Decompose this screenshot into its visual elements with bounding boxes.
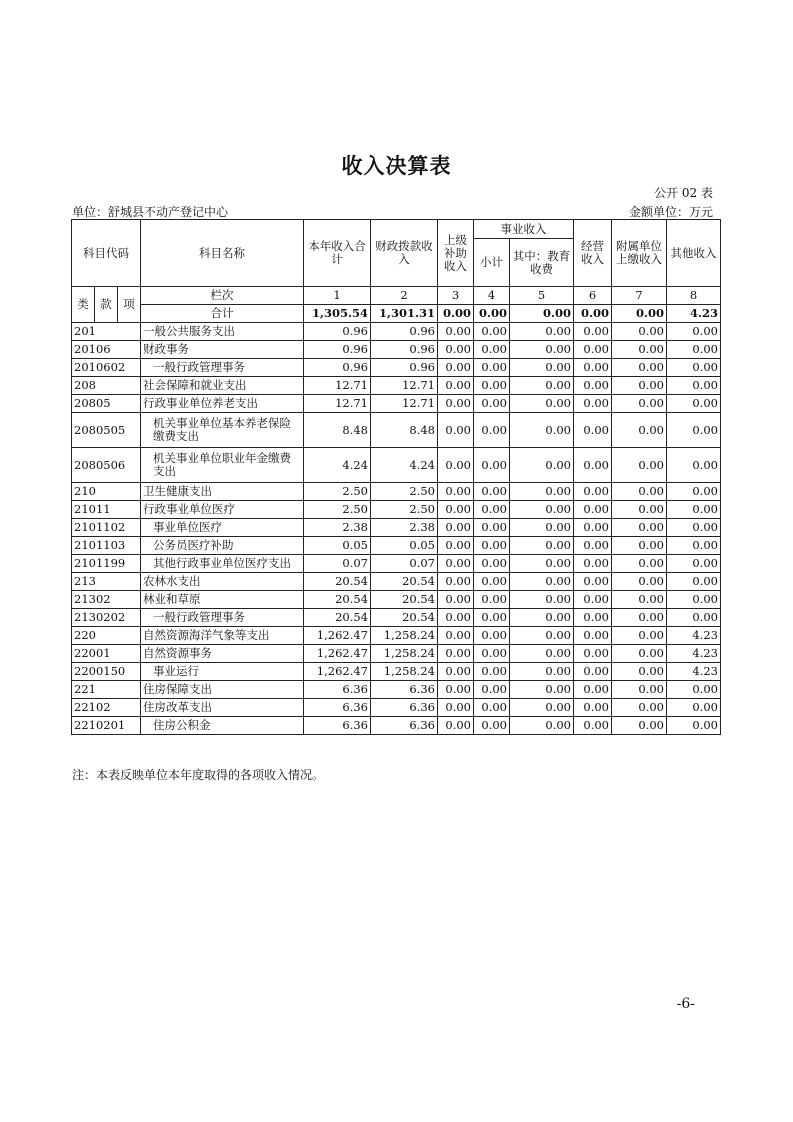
amount-cell: 0.00 [612, 377, 667, 395]
amount-cell: 0.00 [474, 591, 510, 609]
amount-cell: 0.00 [612, 413, 667, 448]
amount-cell: 6.36 [371, 717, 438, 735]
amount-cell: 0.00 [574, 663, 612, 681]
amount-cell: 20.54 [304, 609, 371, 627]
table-row [72, 627, 721, 645]
amount-cell: 0.00 [574, 645, 612, 663]
amount-cell: 4.23 [667, 645, 721, 663]
subject-name: 机关事业单位职业年金缴费支出 [141, 448, 304, 483]
amount-cell: 4.24 [304, 448, 371, 483]
subject-name: 机关事业单位基本养老保险缴费支出 [141, 413, 304, 448]
subject-name: 行政事业单位养老支出 [141, 395, 304, 413]
amount-cell: 6.36 [371, 699, 438, 717]
amount-cell: 0.00 [612, 627, 667, 645]
amount-cell: 0.00 [438, 717, 474, 735]
table-row [72, 359, 721, 377]
amount-cell: 0.00 [510, 341, 574, 359]
amount-cell: 0.00 [474, 341, 510, 359]
amount-cell: 20.54 [371, 591, 438, 609]
header-total-income: 本年收入合计 [304, 220, 371, 287]
amount-cell: 0.00 [612, 483, 667, 501]
amount-cell: 0.00 [474, 645, 510, 663]
amount-cell: 0.00 [474, 573, 510, 591]
subject-code: 21302 [72, 591, 141, 609]
column-number: 7 [612, 287, 667, 305]
header-other: 其他收入 [667, 220, 721, 287]
amount-cell: 0.00 [474, 395, 510, 413]
amount-cell: 20.54 [371, 609, 438, 627]
amount-cell: 0.00 [510, 359, 574, 377]
amount-cell: 1,258.24 [371, 663, 438, 681]
subject-code: 2200150 [72, 663, 141, 681]
amount-cell: 0.00 [574, 681, 612, 699]
amount-cell: 0.00 [612, 555, 667, 573]
amount-cell: 0.00 [612, 519, 667, 537]
amount-cell: 0.96 [304, 341, 371, 359]
table-row [72, 555, 721, 573]
subject-code: 2101102 [72, 519, 141, 537]
subject-name: 事业运行 [141, 663, 304, 681]
amount-cell: 0.00 [667, 591, 721, 609]
amount-cell: 0.00 [667, 681, 721, 699]
column-number: 1 [304, 287, 371, 305]
amount-cell: 0.00 [474, 537, 510, 555]
subject-code: 21011 [72, 501, 141, 519]
subject-name: 自然资源事务 [141, 645, 304, 663]
subject-name: 一般公共服务支出 [141, 323, 304, 341]
amount-cell: 0.00 [510, 519, 574, 537]
amount-cell: 6.36 [371, 681, 438, 699]
amount-cell: 0.07 [304, 555, 371, 573]
amount-cell: 0.00 [438, 448, 474, 483]
header-subject-code: 科目代码 [72, 220, 141, 287]
form-code: 公开 02 表 [654, 186, 713, 200]
amount-cell: 0.00 [510, 717, 574, 735]
subject-code: 20106 [72, 341, 141, 359]
table-row [72, 609, 721, 627]
subject-name: 一般行政管理事务 [141, 609, 304, 627]
amount-cell: 0.00 [667, 555, 721, 573]
amount-cell: 0.00 [574, 323, 612, 341]
amount-cell: 0.00 [612, 341, 667, 359]
header-education: 其中：教育收费 [510, 239, 574, 287]
table-row [72, 537, 721, 555]
column-number: 8 [667, 287, 721, 305]
amount-cell: 0.00 [438, 699, 474, 717]
amount-cell: 0.96 [371, 323, 438, 341]
subject-name: 一般行政管理事务 [141, 359, 304, 377]
amount-cell: 0.00 [438, 609, 474, 627]
subject-code: 201 [72, 323, 141, 341]
amount-cell: 0.00 [474, 377, 510, 395]
amount-cell: 1,258.24 [371, 645, 438, 663]
subject-name: 住房改革支出 [141, 699, 304, 717]
header-subtotal: 小计 [474, 239, 510, 287]
subject-code: 221 [72, 681, 141, 699]
header-operating: 经营收入 [574, 220, 612, 287]
amount-cell: 0.00 [574, 591, 612, 609]
amount-cell: 20.54 [371, 573, 438, 591]
amount-cell: 1,262.47 [304, 627, 371, 645]
column-number: 6 [574, 287, 612, 305]
amount-cell: 0.00 [667, 537, 721, 555]
amount-cell: 4.24 [371, 448, 438, 483]
amount-cell: 0.00 [667, 699, 721, 717]
amount-cell: 0.00 [667, 359, 721, 377]
amount-cell: 0.00 [438, 323, 474, 341]
amount-unit: 金额单位：万元 [628, 205, 713, 219]
amount-cell: 0.00 [510, 681, 574, 699]
amount-cell: 0.00 [612, 699, 667, 717]
amount-cell: 0.00 [612, 448, 667, 483]
amount-cell: 0.00 [612, 717, 667, 735]
subject-code: 2080506 [72, 448, 141, 483]
amount-cell: 0.00 [667, 609, 721, 627]
amount-cell: 0.00 [574, 448, 612, 483]
subject-code: 2080505 [72, 413, 141, 448]
total-value: 1,305.54 [304, 305, 371, 323]
subject-code: 213 [72, 573, 141, 591]
total-value: 4.23 [667, 305, 721, 323]
amount-cell: 0.00 [612, 609, 667, 627]
amount-cell: 0.00 [574, 555, 612, 573]
amount-cell: 12.71 [304, 377, 371, 395]
amount-cell: 0.00 [574, 413, 612, 448]
amount-cell: 1,262.47 [304, 663, 371, 681]
amount-cell: 20.54 [304, 591, 371, 609]
amount-cell: 2.38 [304, 519, 371, 537]
subject-code: 22001 [72, 645, 141, 663]
amount-cell: 0.05 [304, 537, 371, 555]
amount-cell: 0.00 [438, 519, 474, 537]
amount-cell: 4.23 [667, 627, 721, 645]
table-row [72, 341, 721, 359]
table-row [72, 483, 721, 501]
amount-cell: 0.00 [574, 699, 612, 717]
header-superior: 上级补助收入 [438, 220, 474, 287]
table-row [72, 591, 721, 609]
amount-cell: 0.00 [612, 591, 667, 609]
amount-cell: 0.00 [574, 341, 612, 359]
amount-cell: 0.00 [574, 609, 612, 627]
amount-cell: 0.00 [474, 359, 510, 377]
subject-name: 公务员医疗补助 [141, 537, 304, 555]
amount-cell: 2.50 [371, 483, 438, 501]
amount-cell: 0.00 [510, 573, 574, 591]
amount-cell: 8.48 [304, 413, 371, 448]
amount-cell: 12.71 [371, 395, 438, 413]
amount-cell: 12.71 [304, 395, 371, 413]
page-title: 收入决算表 [341, 154, 452, 178]
subject-code: 2210201 [72, 717, 141, 735]
amount-cell: 0.00 [438, 555, 474, 573]
subject-name: 自然资源海洋气象等支出 [141, 627, 304, 645]
amount-cell: 0.00 [510, 483, 574, 501]
page-number: -6- [676, 996, 695, 1012]
amount-cell: 0.00 [474, 555, 510, 573]
subject-name: 林业和草原 [141, 591, 304, 609]
subject-name: 行政事业单位医疗 [141, 501, 304, 519]
amount-cell: 6.36 [304, 699, 371, 717]
amount-cell: 0.00 [438, 413, 474, 448]
header-business: 事业收入 [474, 220, 574, 239]
amount-cell: 0.00 [438, 501, 474, 519]
subject-name: 社会保障和就业支出 [141, 377, 304, 395]
amount-cell: 0.00 [574, 501, 612, 519]
amount-cell: 0.00 [510, 555, 574, 573]
amount-cell: 1,258.24 [371, 627, 438, 645]
amount-cell: 0.96 [371, 341, 438, 359]
amount-cell: 0.00 [667, 448, 721, 483]
amount-cell: 12.71 [371, 377, 438, 395]
amount-cell: 0.00 [510, 395, 574, 413]
amount-cell: 0.00 [667, 717, 721, 735]
subject-code: 20805 [72, 395, 141, 413]
column-number: 4 [474, 287, 510, 305]
amount-cell: 0.00 [612, 681, 667, 699]
amount-cell: 0.00 [510, 537, 574, 555]
amount-cell: 0.00 [438, 537, 474, 555]
table-row [72, 681, 721, 699]
unit-name: 单位：舒城县不动产登记中心 [72, 205, 229, 219]
amount-cell: 0.00 [474, 448, 510, 483]
amount-cell: 0.00 [510, 627, 574, 645]
amount-cell: 0.96 [371, 359, 438, 377]
table-row [72, 323, 721, 341]
amount-cell: 0.00 [510, 377, 574, 395]
amount-cell: 0.00 [574, 537, 612, 555]
amount-cell: 0.00 [474, 323, 510, 341]
amount-cell: 0.00 [612, 645, 667, 663]
amount-cell: 0.96 [304, 359, 371, 377]
amount-cell: 6.36 [304, 681, 371, 699]
header-affiliated: 附属单位上缴收入 [612, 220, 667, 287]
amount-cell: 0.00 [574, 395, 612, 413]
amount-cell: 20.54 [304, 573, 371, 591]
subject-code: 2101103 [72, 537, 141, 555]
subject-name: 住房保障支出 [141, 681, 304, 699]
amount-cell: 2.50 [371, 501, 438, 519]
amount-cell: 0.00 [612, 359, 667, 377]
subject-name: 其他行政事业单位医疗支出 [141, 555, 304, 573]
column-number: 5 [510, 287, 574, 305]
subject-code: 210 [72, 483, 141, 501]
amount-cell: 0.00 [474, 501, 510, 519]
amount-cell: 0.00 [574, 717, 612, 735]
amount-cell: 0.00 [612, 663, 667, 681]
amount-cell: 0.00 [667, 519, 721, 537]
amount-cell: 2.38 [371, 519, 438, 537]
amount-cell: 0.00 [510, 413, 574, 448]
amount-cell: 0.00 [612, 537, 667, 555]
total-value: 1,301.31 [371, 305, 438, 323]
amount-cell: 0.00 [438, 483, 474, 501]
total-value: 0.00 [612, 305, 667, 323]
header-subject-name: 科目名称 [141, 220, 304, 287]
amount-cell: 0.05 [371, 537, 438, 555]
amount-cell: 2.50 [304, 501, 371, 519]
amount-cell: 0.00 [438, 627, 474, 645]
amount-cell: 0.00 [474, 681, 510, 699]
subject-code: 22102 [72, 699, 141, 717]
subject-code: 2130202 [72, 609, 141, 627]
table-row [72, 413, 721, 448]
subject-name: 财政事务 [141, 341, 304, 359]
table-row [72, 699, 721, 717]
amount-cell: 0.00 [510, 699, 574, 717]
amount-cell: 0.00 [474, 483, 510, 501]
amount-cell: 0.00 [510, 591, 574, 609]
table-row [72, 663, 721, 681]
amount-cell: 0.00 [667, 483, 721, 501]
amount-cell: 0.00 [574, 359, 612, 377]
amount-cell: 0.00 [667, 501, 721, 519]
amount-cell: 0.00 [474, 609, 510, 627]
amount-cell: 0.00 [438, 359, 474, 377]
amount-cell: 0.00 [612, 573, 667, 591]
amount-cell: 0.96 [304, 323, 371, 341]
header-lei: 类 [72, 287, 95, 323]
subject-name: 农林水支出 [141, 573, 304, 591]
amount-cell: 0.00 [612, 501, 667, 519]
amount-cell: 0.00 [612, 395, 667, 413]
amount-cell: 0.00 [667, 395, 721, 413]
amount-cell: 0.00 [474, 519, 510, 537]
table-row [72, 573, 721, 591]
column-number: 2 [371, 287, 438, 305]
amount-cell: 0.00 [667, 341, 721, 359]
header-fiscal: 财政拨款收入 [371, 220, 438, 287]
amount-cell: 0.00 [474, 663, 510, 681]
amount-cell: 0.00 [510, 501, 574, 519]
amount-cell: 0.00 [438, 573, 474, 591]
amount-cell: 0.00 [667, 573, 721, 591]
amount-cell: 0.00 [667, 413, 721, 448]
amount-cell: 0.00 [510, 448, 574, 483]
subject-name: 事业单位医疗 [141, 519, 304, 537]
amount-cell: 0.00 [667, 323, 721, 341]
amount-cell: 4.23 [667, 663, 721, 681]
subject-code: 208 [72, 377, 141, 395]
income-table [71, 219, 721, 735]
table-row [72, 519, 721, 537]
amount-cell: 0.00 [574, 627, 612, 645]
total-value: 0.00 [510, 305, 574, 323]
amount-cell: 0.00 [612, 323, 667, 341]
amount-cell: 0.00 [438, 591, 474, 609]
amount-cell: 0.00 [510, 645, 574, 663]
amount-cell: 0.00 [474, 699, 510, 717]
total-row [72, 305, 721, 323]
total-value: 0.00 [438, 305, 474, 323]
amount-cell: 0.00 [510, 663, 574, 681]
amount-cell: 0.00 [574, 573, 612, 591]
amount-cell: 6.36 [304, 717, 371, 735]
header-kuan: 款 [95, 287, 118, 323]
subject-name: 卫生健康支出 [141, 483, 304, 501]
header-xiang: 项 [118, 287, 141, 323]
total-label: 合计 [141, 305, 304, 323]
subject-name: 住房公积金 [141, 717, 304, 735]
table-row [72, 377, 721, 395]
amount-cell: 0.00 [438, 341, 474, 359]
amount-cell: 0.00 [574, 377, 612, 395]
column-number: 3 [438, 287, 474, 305]
subject-code: 2101199 [72, 555, 141, 573]
total-value: 0.00 [574, 305, 612, 323]
amount-cell: 0.00 [510, 609, 574, 627]
subject-code: 2010602 [72, 359, 141, 377]
amount-cell: 0.00 [438, 377, 474, 395]
amount-cell: 0.00 [438, 663, 474, 681]
amount-cell: 0.00 [574, 519, 612, 537]
table-row [72, 395, 721, 413]
amount-cell: 0.00 [438, 681, 474, 699]
column-row-label: 栏次 [141, 287, 304, 305]
amount-cell: 0.00 [474, 413, 510, 448]
amount-cell: 0.00 [438, 645, 474, 663]
subject-code: 220 [72, 627, 141, 645]
amount-cell: 0.00 [474, 717, 510, 735]
amount-cell: 8.48 [371, 413, 438, 448]
amount-cell: 0.00 [438, 395, 474, 413]
amount-cell: 2.50 [304, 483, 371, 501]
total-value: 0.00 [474, 305, 510, 323]
table-row [72, 645, 721, 663]
amount-cell: 0.00 [667, 377, 721, 395]
table-row [72, 501, 721, 519]
amount-cell: 0.00 [474, 627, 510, 645]
amount-cell: 1,262.47 [304, 645, 371, 663]
table-row [72, 717, 721, 735]
amount-cell: 0.00 [510, 323, 574, 341]
footnote: 注：本表反映单位本年度取得的各项收入情况。 [72, 768, 325, 782]
table-row [72, 448, 721, 483]
amount-cell: 0.00 [574, 483, 612, 501]
amount-cell: 0.07 [371, 555, 438, 573]
